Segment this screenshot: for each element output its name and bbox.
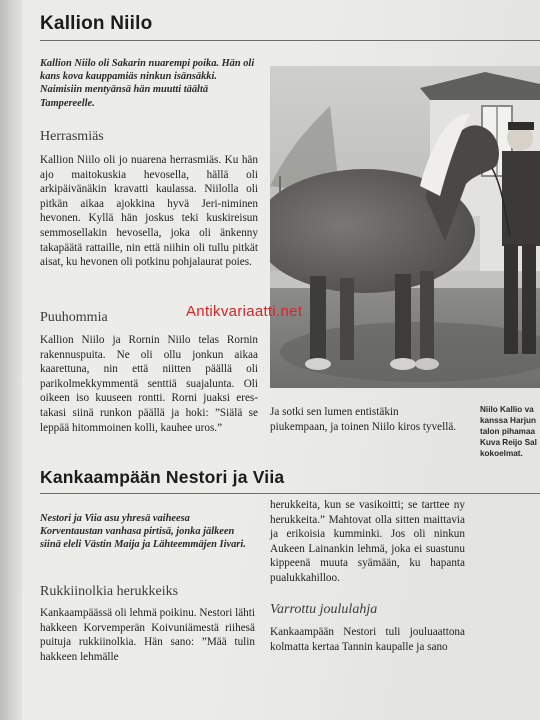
paragraph-continuation	[270, 405, 458, 434]
photo-illustration	[270, 66, 540, 388]
subheading-puuhommia: Puuhommia	[40, 310, 108, 325]
paragraph-text: Kankaampäässä oli lehmä poikinu. Nestori lähti hakkeen Korvemperän Koivuniämestä riihesä puituja rukkiinolkia. Hän sano: ”Mää tulin hakkeen lehmälle	[40, 607, 255, 663]
section-intro: Nestori ja Viia asu yhresä vaiheesa Korventaustan vanhasa pirtisä, jonka jälkeen siinä eleli Västin Maija ja Lähteemmäjen Iivari.	[40, 513, 246, 551]
caption-line: kanssa Harjun	[480, 416, 536, 425]
book-spine	[0, 0, 22, 720]
caption-line: Niilo Kallio va	[480, 405, 534, 414]
paragraph-text: herukkeita, kun se vasikoitti; se tarttee ny herukkeita.” Mahtovat olla sitten maittavia ja erikoisia kumminki. Jos oli ninkun Aukeen Lainankin lehmä, joka ei suastunu kippeenä muuta syämään, ku hapanta pualukkahilloo.	[270, 499, 465, 584]
caption-line: Kuva Reijo Sal	[480, 438, 537, 447]
paragraph-rukkiinolkia	[40, 606, 255, 664]
paragraph-column2	[270, 498, 465, 586]
watermark: Antikvariaatti.net	[186, 303, 303, 320]
subheading-herrasmias: Herrasmiäs	[40, 129, 104, 144]
paragraph-text: Kallion Niilo ja Rornin Niilo telas Rornin rakennuspuita. Ne oli ollu jonkun aikaa kaarettuna, nin että niitten päällä oli parikolmekkymmentä senttiä suajalunta. Oli oikeen iso kuuseen rontti. Rorni juaksi eres-takasi siinä runkon päällä ja hoki: ”Siälä se leppää hitommoinen kolli, kauhee uros.”	[40, 334, 258, 434]
section-intro: Kallion Niilo oli Sakarin nuarempi poika. Hän oli kans kova kauppamiäs ninkun isänsäkki. Naimisiin mentyänsä hän muutti täältä Tampereelle.	[40, 58, 255, 109]
subheading-varrottu: Varrottu joululahja	[270, 602, 378, 617]
paragraph-text: Kankaampään Nestori tuli jouluaattona kolmatta kertaa Tannin kaupalle ja sano	[270, 626, 465, 653]
photo-caption	[480, 404, 540, 459]
paragraph-varrottu	[270, 625, 465, 654]
title-rule	[40, 40, 540, 41]
paragraph-herrasmias	[40, 153, 258, 270]
subheading-rukkiinolkia: Rukkiinolkia herukkeiks	[40, 584, 179, 599]
photo-man-with-horse	[270, 66, 540, 388]
section-title-kallion-niilo: Kallion Niilo	[40, 13, 153, 34]
caption-line: kokoelmat.	[480, 449, 523, 458]
caption-line: talon pihamaa	[480, 427, 536, 436]
title-rule	[40, 493, 540, 494]
paragraph-puuhommia	[40, 333, 258, 435]
section-title-kankaampaan: Kankaampään Nestori ja Viia	[40, 467, 285, 487]
paragraph-text: Kallion Niilo oli jo nuarena herrasmiäs. Ku hän ajo maitokuskia hevosella, hällä oli arkipäivänäkin kravatti kaulassa. Niilolla oli pitkän aikaa ajokkina hyvä Jeri-niminen hevonen. Kyllä hän joskus teki kuskireisun semmosellakin hevosella, joka oli änkenny takapäätä rattaille, nin että niihin oli tullu pitkät aisat, ku hevonen oli potkinu pohjalaurat poies.	[40, 154, 258, 269]
paragraph-text: Ja sotki sen lumen entistäkin piukempaan, ja toinen Niilo kiros tyvellä.	[270, 406, 457, 433]
